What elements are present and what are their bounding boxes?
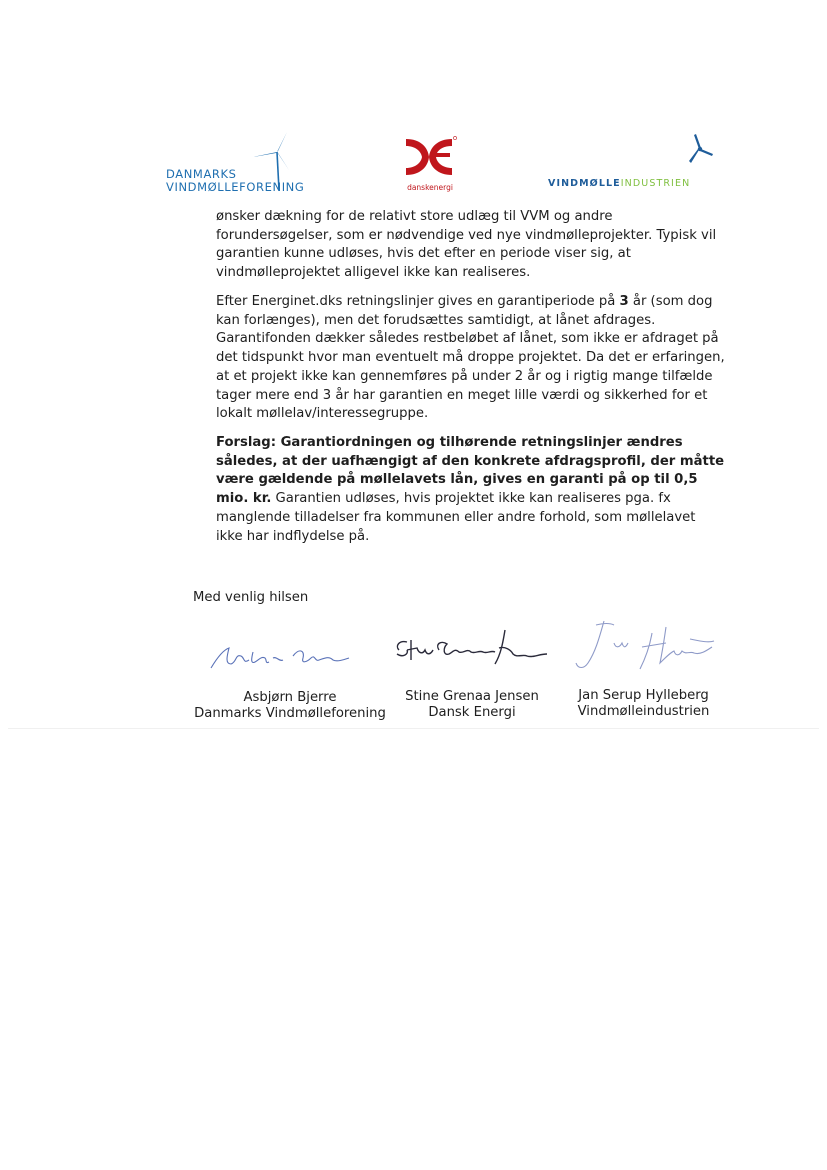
paragraph-1-text: ønsker dækning for de relativt store udlæg til VVM og andre forundersøgelser, som er nødvendige ved nye vindmølleprojekter. Typisk vil garantien kunne udløses, hvis det efter en periode viser sig, at vindmølleprojektet alligevel ikke kan realiseres. — [216, 209, 717, 281]
signatory-2 — [392, 689, 552, 721]
signatory-3-name: Jan Serup Hylleberg — [578, 688, 709, 703]
paragraph-2-part-a: Efter Energinet.dks retningslinjer gives en garantiperiode på — [216, 294, 620, 309]
signatory-2-org: Dansk Energi — [428, 705, 516, 720]
logo-dvf-line1: DANMARKS — [166, 167, 237, 181]
signatory-1-name: Asbjørn Bjerre — [243, 690, 337, 705]
turbine-rotor-icon — [686, 133, 716, 165]
paragraph-2 — [216, 293, 726, 424]
paragraph-1 — [216, 208, 726, 283]
page-divider — [8, 728, 819, 729]
logo-vmi-text — [548, 178, 690, 189]
signatory-1 — [190, 690, 390, 722]
signature-jan-serup-hylleberg — [570, 617, 730, 677]
proposal-rest: Garantien udløses, hvis projektet ikke kan realiseres pga. fx manglende tilladelser fra kommunen eller andre forhold, som møllelavet ikke har indflydelse på. — [216, 491, 696, 544]
paragraph-2-text — [216, 293, 726, 424]
paragraph-3-text — [216, 434, 726, 546]
signature-asbjorn-bjerre — [207, 638, 357, 674]
signatory-3-org: Vindmølleindustrien — [577, 704, 710, 719]
proposal-bold: Forslag: Garantiordningen og tilhørende retningslinjer ændres således, at der uafhængigt af den konkrete afdragsprofil, der måtte være gældende på møllelavets lån, gives en garanti på op til 0,5 mio. kr. — [216, 435, 725, 507]
paragraph-2-years: 3 — [619, 294, 629, 309]
closing-greeting: Med venlig hilsen — [193, 590, 309, 605]
signatory-1-org: Danmarks Vindmølleforening — [194, 706, 386, 721]
logo-danmarks-vindmolleforening — [166, 130, 306, 192]
logo-dvf-line2: VINDMØLLEFORENING — [166, 180, 305, 194]
dansk-energi-mark-icon — [402, 135, 458, 181]
logo-vmi-part2: INDUSTRIEN — [620, 178, 691, 189]
logo-dansk-energi — [398, 135, 462, 195]
signatory-3 — [561, 688, 726, 720]
logo-vindmolleindustrien — [546, 133, 716, 189]
signatory-2-name: Stine Grenaa Jensen — [405, 689, 539, 704]
paragraph-2-part-c: år (som dog kan forlænges), men det forudsættes samtidigt, at lånet afdrages. Garantifonden dækker således restbeløbet af lånet, som ikke er afdraget på det tidspunkt hvor man eventuelt må droppe projektet. Da det er erfaringen, at et projekt ikke kan gennemføres på under 2 år og i rigtig mange tilfælde tager mere end 3 år har garantien en meget lille værdi og sikkerhed for et lokalt møllelav/interessegruppe. — [216, 294, 725, 422]
signature-stine-grenaa-jensen — [393, 624, 553, 670]
logo-vmi-part1: VINDMØLLE — [548, 178, 621, 189]
paragraph-3-proposal — [216, 434, 726, 546]
logo-de-text: danskenergi — [407, 183, 453, 192]
